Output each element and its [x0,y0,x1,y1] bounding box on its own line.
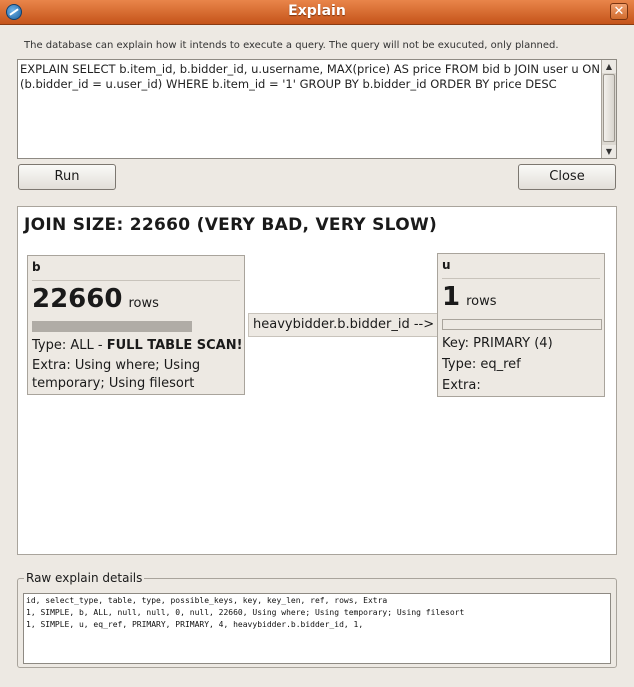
type-warning: FULL TABLE SCAN! [106,338,243,353]
table-name: b [32,260,41,274]
raw-line: id, select_type, table, type, possible_keys, key, key_len, ref, rows, Extra [26,596,388,605]
plan-panel [17,206,617,555]
rows-bar [442,319,602,330]
rows-label: rows [466,294,497,309]
query-text[interactable]: EXPLAIN SELECT b.item_id, b.bidder_id, u.username, MAX(price) AS price FROM bid b JOIN user u ON (b.bidder_id = u.user_id) WHERE b.item_id = '1' GROUP BY b.bidder_id ORDER BY price DESC [20,62,600,91]
join-size-heading: JOIN SIZE: 22660 (VERY BAD, VERY SLOW) [24,215,438,235]
scroll-up-icon[interactable]: ▲ [602,60,616,73]
raw-details-group [17,571,617,668]
rows-count [442,282,497,312]
raw-details-legend: Raw explain details [26,571,143,585]
divider [32,280,240,281]
scroll-thumb[interactable] [603,74,615,142]
rows-label: rows [128,296,159,311]
title-bar [0,0,634,25]
type-line [32,337,243,355]
window-title: Explain [288,3,346,19]
query-scrollbar[interactable] [601,60,616,158]
table-name: u [442,258,451,272]
key-text: Key: PRIMARY (4) [442,336,553,351]
window-close-icon[interactable]: ✕ [610,3,628,20]
query-textarea[interactable] [17,59,617,159]
table-box-b [27,255,245,395]
table-box-u [437,253,605,397]
run-button[interactable]: Run [18,164,116,190]
rows-count [32,284,159,314]
type-text: Type: eq_ref [442,357,521,372]
type-text: Type: ALL - [32,338,107,353]
rows-number: 1 [442,282,461,312]
rows-number: 22660 [32,284,123,314]
divider [442,278,600,279]
close-button[interactable]: Close [518,164,616,190]
rows-bar [32,321,192,332]
raw-details-textarea[interactable] [23,593,611,664]
description-text: The database can explain how it intends to execute a query. The query will not be exucuted, only planned. [24,40,559,51]
extra-text: Extra: Using where; Using temporary; Using filesort [32,358,201,391]
raw-line: 1, SIMPLE, b, ALL, null, null, 0, null, 22660, Using where; Using temporary; Using filesort [26,608,465,617]
extra-text: Extra: [442,378,481,393]
raw-line: 1, SIMPLE, u, eq_ref, PRIMARY, PRIMARY, 4, heavybidder.b.bidder_id, 1, [26,620,364,629]
join-link-label: heavybidder.b.bidder_id --> [248,313,439,337]
scroll-down-icon[interactable]: ▼ [602,145,616,158]
